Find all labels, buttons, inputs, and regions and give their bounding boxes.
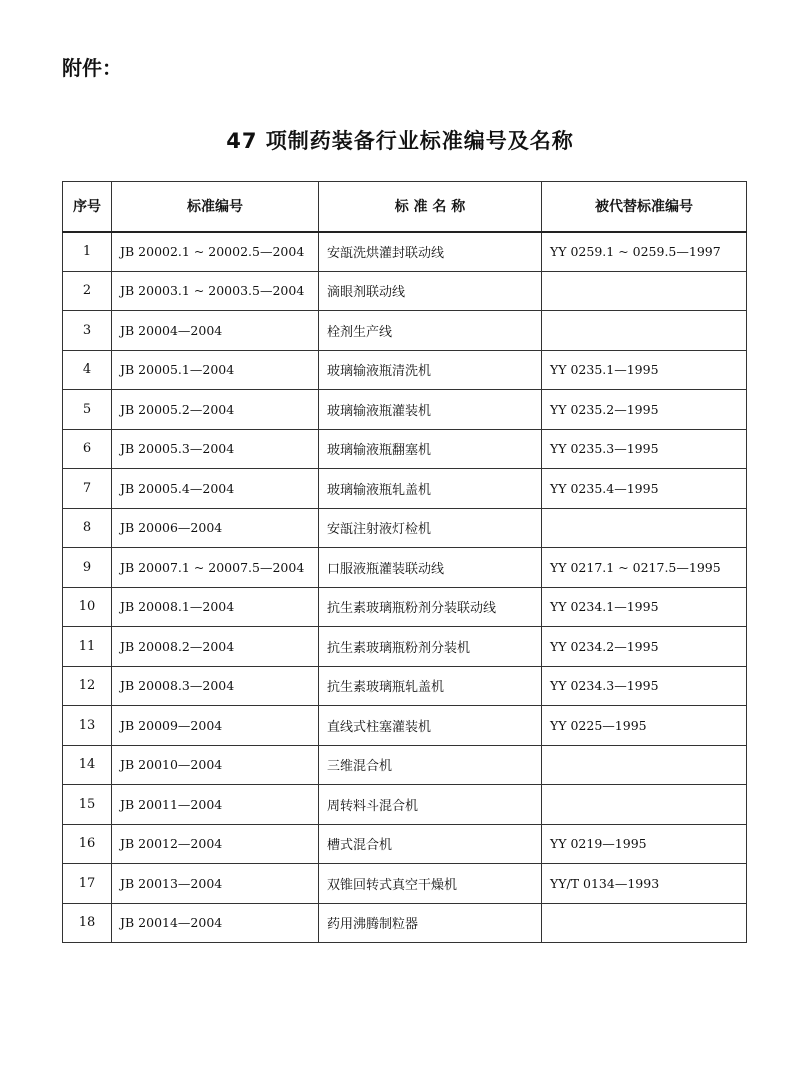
- serial-cell: 1: [63, 232, 112, 272]
- standard-code-cell: JB 20008.1—2004: [112, 587, 319, 627]
- table-row: [63, 311, 747, 351]
- standard-code-cell: JB 20005.2—2004: [112, 390, 319, 430]
- replaced-code-cell: YY 0259.1 ~ 0259.5—1997: [542, 232, 747, 272]
- replaced-code-cell: YY 0219—1995: [542, 824, 747, 864]
- serial-cell: 4: [63, 350, 112, 390]
- standard-code-cell: JB 20006—2004: [112, 508, 319, 548]
- header-standard-name: 标 准 名 称: [319, 182, 542, 232]
- serial-cell: 2: [63, 271, 112, 311]
- table-row: [63, 706, 747, 746]
- header-standard-code: 标准编号: [112, 182, 319, 232]
- replaced-code-cell: YY 0225—1995: [542, 706, 747, 746]
- serial-cell: 7: [63, 469, 112, 509]
- standard-name-cell: 安瓿洗烘灌封联动线: [319, 232, 542, 272]
- serial-cell: 18: [63, 903, 112, 943]
- standard-name-cell: 双锥回转式真空干燥机: [319, 864, 542, 904]
- standard-name-cell: 槽式混合机: [319, 824, 542, 864]
- table-row: [63, 429, 747, 469]
- replaced-code-cell: [542, 903, 747, 943]
- table-row: [63, 785, 747, 825]
- standard-code-cell: JB 20014—2004: [112, 903, 319, 943]
- replaced-code-cell: YY 0235.4—1995: [542, 469, 747, 509]
- standard-name-cell: 周转料斗混合机: [319, 785, 542, 825]
- table-row: [63, 469, 747, 509]
- standard-code-cell: JB 20012—2004: [112, 824, 319, 864]
- standard-name-cell: 直线式柱塞灌装机: [319, 706, 542, 746]
- replaced-code-cell: YY 0217.1 ~ 0217.5—1995: [542, 548, 747, 588]
- standard-name-cell: 玻璃输液瓶翻塞机: [319, 429, 542, 469]
- standard-name-cell: 栓剂生产线: [319, 311, 542, 351]
- replaced-code-cell: [542, 271, 747, 311]
- serial-cell: 17: [63, 864, 112, 904]
- table-row: [63, 903, 747, 943]
- standard-code-cell: JB 20011—2004: [112, 785, 319, 825]
- replaced-code-cell: YY 0234.1—1995: [542, 587, 747, 627]
- standard-name-cell: 安瓿注射液灯检机: [319, 508, 542, 548]
- replaced-code-cell: [542, 745, 747, 785]
- replaced-code-cell: YY/T 0134—1993: [542, 864, 747, 904]
- serial-cell: 16: [63, 824, 112, 864]
- standard-code-cell: JB 20007.1 ~ 20007.5—2004: [112, 548, 319, 588]
- serial-cell: 15: [63, 785, 112, 825]
- serial-cell: 3: [63, 311, 112, 351]
- table-row: [63, 627, 747, 667]
- serial-cell: 6: [63, 429, 112, 469]
- standard-code-cell: JB 20005.3—2004: [112, 429, 319, 469]
- standard-name-cell: 玻璃输液瓶清洗机: [319, 350, 542, 390]
- serial-cell: 9: [63, 548, 112, 588]
- standard-code-cell: JB 20013—2004: [112, 864, 319, 904]
- table-row: [63, 508, 747, 548]
- serial-cell: 14: [63, 745, 112, 785]
- standard-name-cell: 抗生素玻璃瓶粉剂分装机: [319, 627, 542, 667]
- standard-name-cell: 药用沸腾制粒器: [319, 903, 542, 943]
- replaced-code-cell: YY 0235.2—1995: [542, 390, 747, 430]
- standard-name-cell: 抗生素玻璃瓶轧盖机: [319, 666, 542, 706]
- standard-code-cell: JB 20008.3—2004: [112, 666, 319, 706]
- table-header-row: [63, 182, 747, 232]
- standard-code-cell: JB 20005.4—2004: [112, 469, 319, 509]
- replaced-code-cell: YY 0235.1—1995: [542, 350, 747, 390]
- serial-cell: 8: [63, 508, 112, 548]
- table-row: [63, 390, 747, 430]
- standard-name-cell: 抗生素玻璃瓶粉剂分装联动线: [319, 587, 542, 627]
- replaced-code-cell: YY 0234.2—1995: [542, 627, 747, 667]
- replaced-code-cell: YY 0235.3—1995: [542, 429, 747, 469]
- standard-code-cell: JB 20005.1—2004: [112, 350, 319, 390]
- table-row: [63, 824, 747, 864]
- table-row: [63, 745, 747, 785]
- attachment-label: 附件：: [62, 56, 122, 80]
- replaced-code-cell: [542, 785, 747, 825]
- table-row: [63, 864, 747, 904]
- standard-code-cell: JB 20010—2004: [112, 745, 319, 785]
- serial-cell: 12: [63, 666, 112, 706]
- header-serial: 序号: [63, 182, 112, 232]
- serial-cell: 13: [63, 706, 112, 746]
- table-row: [63, 587, 747, 627]
- standard-code-cell: JB 20002.1 ~ 20002.5—2004: [112, 232, 319, 272]
- table-row: [63, 350, 747, 390]
- replaced-code-cell: [542, 508, 747, 548]
- replaced-code-cell: YY 0234.3—1995: [542, 666, 747, 706]
- table-row: [63, 271, 747, 311]
- replaced-code-cell: [542, 311, 747, 351]
- standard-code-cell: JB 20009—2004: [112, 706, 319, 746]
- page-title: 47 项制药装备行业标准编号及名称: [226, 129, 574, 153]
- standard-name-cell: 玻璃输液瓶灌装机: [319, 390, 542, 430]
- serial-cell: 5: [63, 390, 112, 430]
- standard-code-cell: JB 20008.2—2004: [112, 627, 319, 667]
- table-body: [63, 232, 747, 943]
- table-row: [63, 548, 747, 588]
- table-row: [63, 232, 747, 272]
- standards-table: [62, 181, 747, 943]
- table-row: [63, 666, 747, 706]
- standard-name-cell: 口服液瓶灌装联动线: [319, 548, 542, 588]
- serial-cell: 10: [63, 587, 112, 627]
- standard-name-cell: 滴眼剂联动线: [319, 271, 542, 311]
- header-replaced-code: 被代替标准编号: [542, 182, 747, 232]
- standard-code-cell: JB 20003.1 ~ 20003.5—2004: [112, 271, 319, 311]
- standard-name-cell: 三维混合机: [319, 745, 542, 785]
- standard-code-cell: JB 20004—2004: [112, 311, 319, 351]
- standard-name-cell: 玻璃输液瓶轧盖机: [319, 469, 542, 509]
- serial-cell: 11: [63, 627, 112, 667]
